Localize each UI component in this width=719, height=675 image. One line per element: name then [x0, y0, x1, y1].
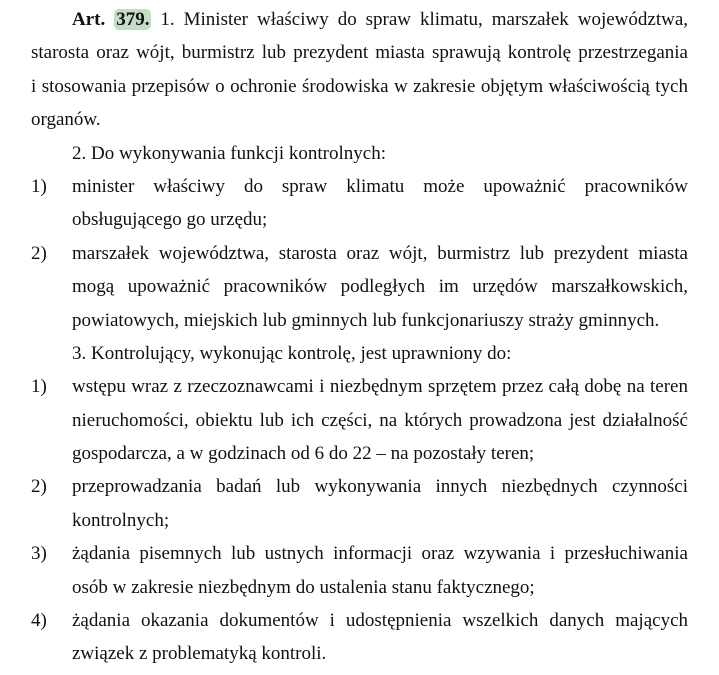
article-heading-line — [31, 3, 688, 36]
list-item-line: gospodarcza, a w godzinach od 6 do 22 – na pozostały teren; — [72, 443, 535, 465]
paragraph-1-line: i stosowania przepisów o ochronie środowiska w zakresie objętym właściwością tych — [31, 75, 688, 97]
list-item-line: żądania okazania dokumentów i udostępnienia wszelkich danych mających — [72, 610, 688, 632]
list-item-number: 1) — [31, 376, 47, 398]
list-item-line: obsługującego go urzędu; — [72, 209, 268, 231]
list-item-number: 3) — [31, 543, 47, 565]
list-item — [31, 537, 688, 604]
list-item-line: przeprowadzania badań lub wykonywania innych niezbędnych czynności — [72, 476, 688, 498]
paragraph-1-line: starosta oraz wójt, burmistrz lub prezydent miasta sprawują kontrolę przestrzegania — [31, 42, 688, 64]
list-item-line: wstępu wraz z rzeczoznawcami i niezbędnym sprzętem przez całą dobę na teren — [72, 376, 688, 398]
paragraph-2-intro: 2. Do wykonywania funkcji kontrolnych: — [72, 142, 386, 164]
legal-document — [31, 3, 688, 671]
paragraph-1-line: organów. — [31, 109, 101, 131]
list-item-number: 2) — [31, 242, 47, 264]
list-item-line: żądania pisemnych lub ustnych informacji oraz wzywania i przesłuchiwania — [72, 543, 688, 565]
list-item-line: marszałek województwa, starosta oraz wójt, burmistrz lub prezydent miasta — [72, 242, 688, 264]
list-item-number: 4) — [31, 610, 47, 632]
list-item-line: powiatowych, miejskich lub gminnych lub funkcjonariuszy straży gminnych. — [72, 309, 660, 331]
list-item-line: mogą upoważnić pracowników podległych im urzędów marszałkowskich, — [72, 276, 688, 298]
list-item-line: kontrolnych; — [72, 509, 170, 531]
list-item-line: nieruchomości, obiektu lub ich części, na których prowadzona jest działalność — [72, 409, 688, 431]
list-item-number: 2) — [31, 476, 47, 498]
list-item — [31, 237, 688, 337]
list-item — [31, 370, 688, 470]
paragraph-1-line: 1. Minister właściwy do spraw klimatu, marszałek województwa, — [151, 9, 688, 30]
list-item-number: 1) — [31, 175, 47, 197]
list-item — [31, 604, 688, 671]
article-number-highlight[interactable]: 379. — [116, 9, 150, 30]
paragraph-3-intro: 3. Kontrolujący, wykonując kontrolę, jest uprawniony do: — [72, 342, 512, 364]
list-item-line: osób w zakresie niezbędnym do ustalenia stanu faktycznego; — [72, 576, 535, 598]
list-item-line: minister właściwy do spraw klimatu może upoważnić pracowników — [72, 175, 688, 197]
list-item — [31, 470, 688, 537]
article-label: Art. — [72, 9, 106, 30]
list-item — [31, 170, 688, 237]
list-item-line: związek z problematyką kontroli. — [72, 643, 327, 665]
